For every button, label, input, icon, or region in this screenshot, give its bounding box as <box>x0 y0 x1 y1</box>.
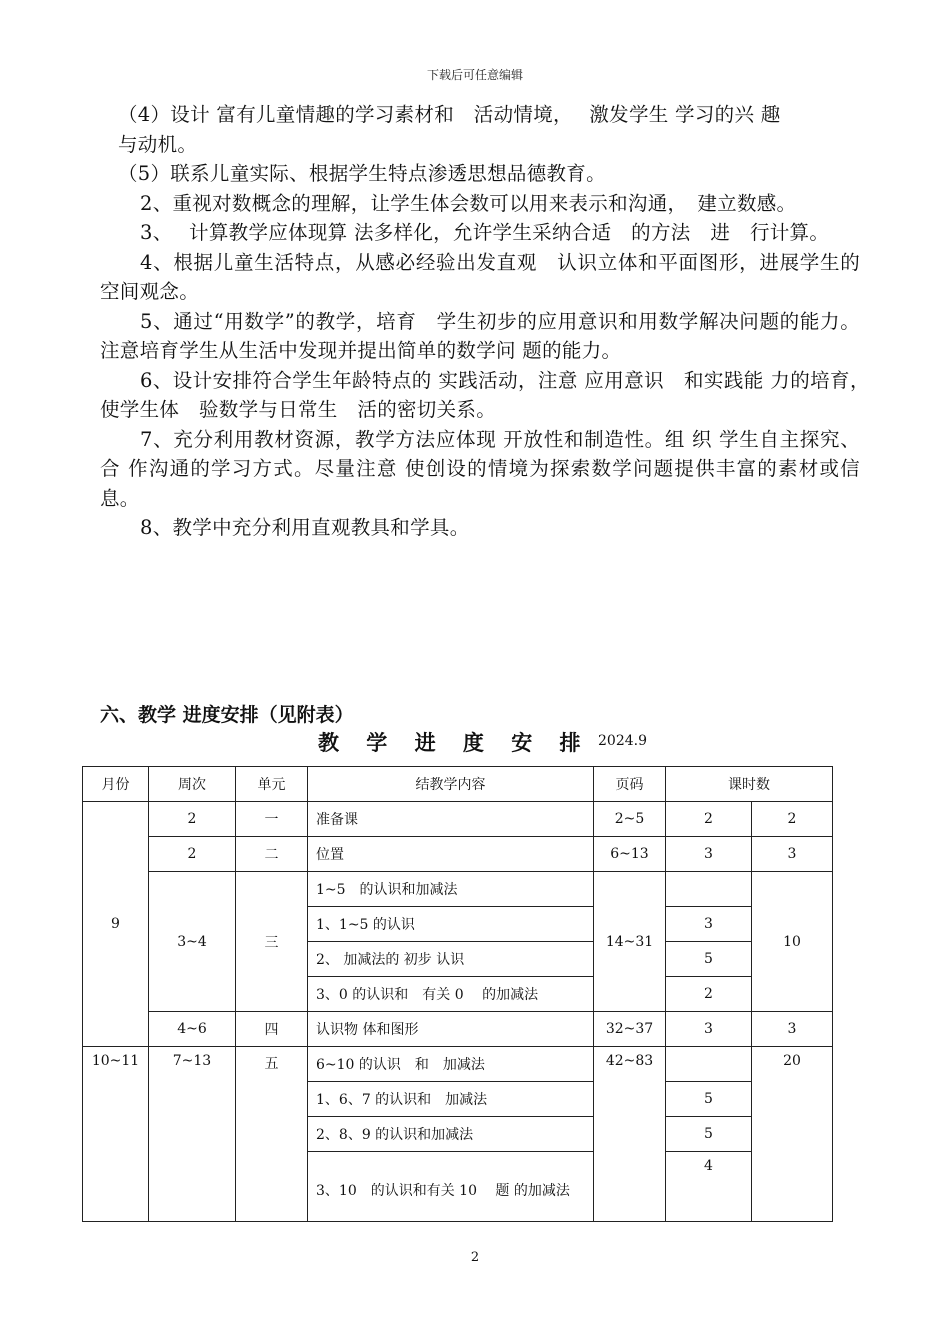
cell-hours: 3 <box>666 837 752 872</box>
cell-hours-total: 20 <box>752 1047 833 1222</box>
cell-content: 6~10 的认识 和 加减法 <box>308 1047 594 1082</box>
cell-hours <box>666 872 752 907</box>
header-week: 周次 <box>149 767 236 802</box>
cell-hours-total: 10 <box>752 872 833 1012</box>
section-heading: 六、教学 进度安排（见附表） <box>100 704 354 726</box>
header-note: 下载后可任意编辑 <box>426 68 523 82</box>
item-6: 6、设计安排符合学生年龄特点的 实践活动，注意 应用意识 和实践能 力的培育， 使学生体 验数学与日常生 活的密切关系。 <box>100 368 880 421</box>
cell-hours: 2 <box>666 977 752 1012</box>
table-row <box>83 837 833 872</box>
table-row <box>83 872 833 907</box>
cell-hours: 3 <box>666 907 752 942</box>
cell-unit: 五 <box>236 1047 308 1222</box>
item-5: 5、通过“用数学”的教学，培育 学生初步的应用意识和用数学解决问题的能力。注意培育学生从生活中发现并提出简单的数学问 题的能力。 <box>100 309 860 362</box>
cell-content: 3、0 的认识和 有关 0 的加减法 <box>308 977 594 1012</box>
table-row <box>83 1012 833 1047</box>
cell-hours-total: 3 <box>752 1012 833 1047</box>
cell-content: 3、10 的认识和有关 10 题 的加减法 <box>308 1152 594 1222</box>
header-content: 结教学内容 <box>308 767 594 802</box>
table-row <box>83 1047 833 1082</box>
cell-hours: 4 <box>666 1152 752 1222</box>
cell-month: 9 <box>83 802 149 1047</box>
cell-week: 7~13 <box>149 1047 236 1222</box>
cell-unit: 四 <box>236 1012 308 1047</box>
cell-hours: 5 <box>666 1117 752 1152</box>
item-3: 3、 计算教学应体现算 法多样化，允许学生采纳合适 的方法 进 行计算。 <box>140 221 830 244</box>
cell-pages: 14~31 <box>594 872 666 1012</box>
cell-pages: 6~13 <box>594 837 666 872</box>
table-row <box>83 802 833 837</box>
page-number: 2 <box>470 1250 480 1265</box>
schedule-date: 2024.9 <box>598 733 647 749</box>
header-pages: 页码 <box>594 767 666 802</box>
cell-pages: 2~5 <box>594 802 666 837</box>
schedule-table <box>82 766 833 1222</box>
paragraph-4-line1: （4）设计 富有儿童情趣的学习素材和 活动情境， 激发学生 学习的兴 趣 <box>118 103 781 126</box>
cell-unit: 一 <box>236 802 308 837</box>
cell-content: 2、 加减法的 初步 认识 <box>308 942 594 977</box>
cell-content: 位置 <box>308 837 594 872</box>
cell-content: 1、6、7 的认识和 加减法 <box>308 1082 594 1117</box>
table-header-row <box>83 767 833 802</box>
header-month: 月份 <box>83 767 149 802</box>
schedule-title: 教 学 进 度 安 排 <box>318 731 591 755</box>
cell-hours-total: 2 <box>752 802 833 837</box>
cell-week: 2 <box>149 837 236 872</box>
item-8: 8、教学中充分利用直观教具和学具。 <box>140 516 470 539</box>
cell-hours: 2 <box>666 802 752 837</box>
paragraph-5: （5）联系儿童实际、根据学生特点渗透思想品德教育。 <box>118 162 606 185</box>
cell-content: 2、8、9 的认识和加减法 <box>308 1117 594 1152</box>
cell-pages: 42~83 <box>594 1047 666 1222</box>
cell-pages: 32~37 <box>594 1012 666 1047</box>
paragraph-4-line2: 与动机。 <box>118 132 198 156</box>
cell-content: 认识物 体和图形 <box>308 1012 594 1047</box>
cell-content: 1~5 的认识和加减法 <box>308 872 594 907</box>
cell-hours <box>666 1047 752 1082</box>
header-unit: 单元 <box>236 767 308 802</box>
header-hours: 课时数 <box>666 767 833 802</box>
cell-content: 准备课 <box>308 802 594 837</box>
cell-week: 2 <box>149 802 236 837</box>
cell-week: 3~4 <box>149 872 236 1012</box>
paragraph-4 <box>100 100 860 159</box>
cell-month: 10~11 <box>83 1047 149 1222</box>
cell-week: 4~6 <box>149 1012 236 1047</box>
cell-hours: 5 <box>666 942 752 977</box>
cell-content: 1、1~5 的认识 <box>308 907 594 942</box>
cell-unit: 三 <box>236 872 308 1012</box>
item-7: 7、充分利用教材资源，教学方法应体现 开放性和制造性。组 织 学生自主探究、合 作沟通的学习方式。尽量注意 使创设的情境为探索数学问题提供丰富的素材或信息。 <box>100 427 860 510</box>
cell-hours: 5 <box>666 1082 752 1117</box>
cell-unit: 二 <box>236 837 308 872</box>
item-4: 4、根据儿童生活特点，从感必经验出发直观 认识立体和平面图形，进展学生的空间观念。 <box>100 250 860 303</box>
item-2: 2、重视对数概念的理解，让学生体会数可以用来表示和沟通， 建立数感。 <box>140 191 797 215</box>
body-text <box>100 100 880 543</box>
cell-hours: 3 <box>666 1012 752 1047</box>
cell-hours-total: 3 <box>752 837 833 872</box>
